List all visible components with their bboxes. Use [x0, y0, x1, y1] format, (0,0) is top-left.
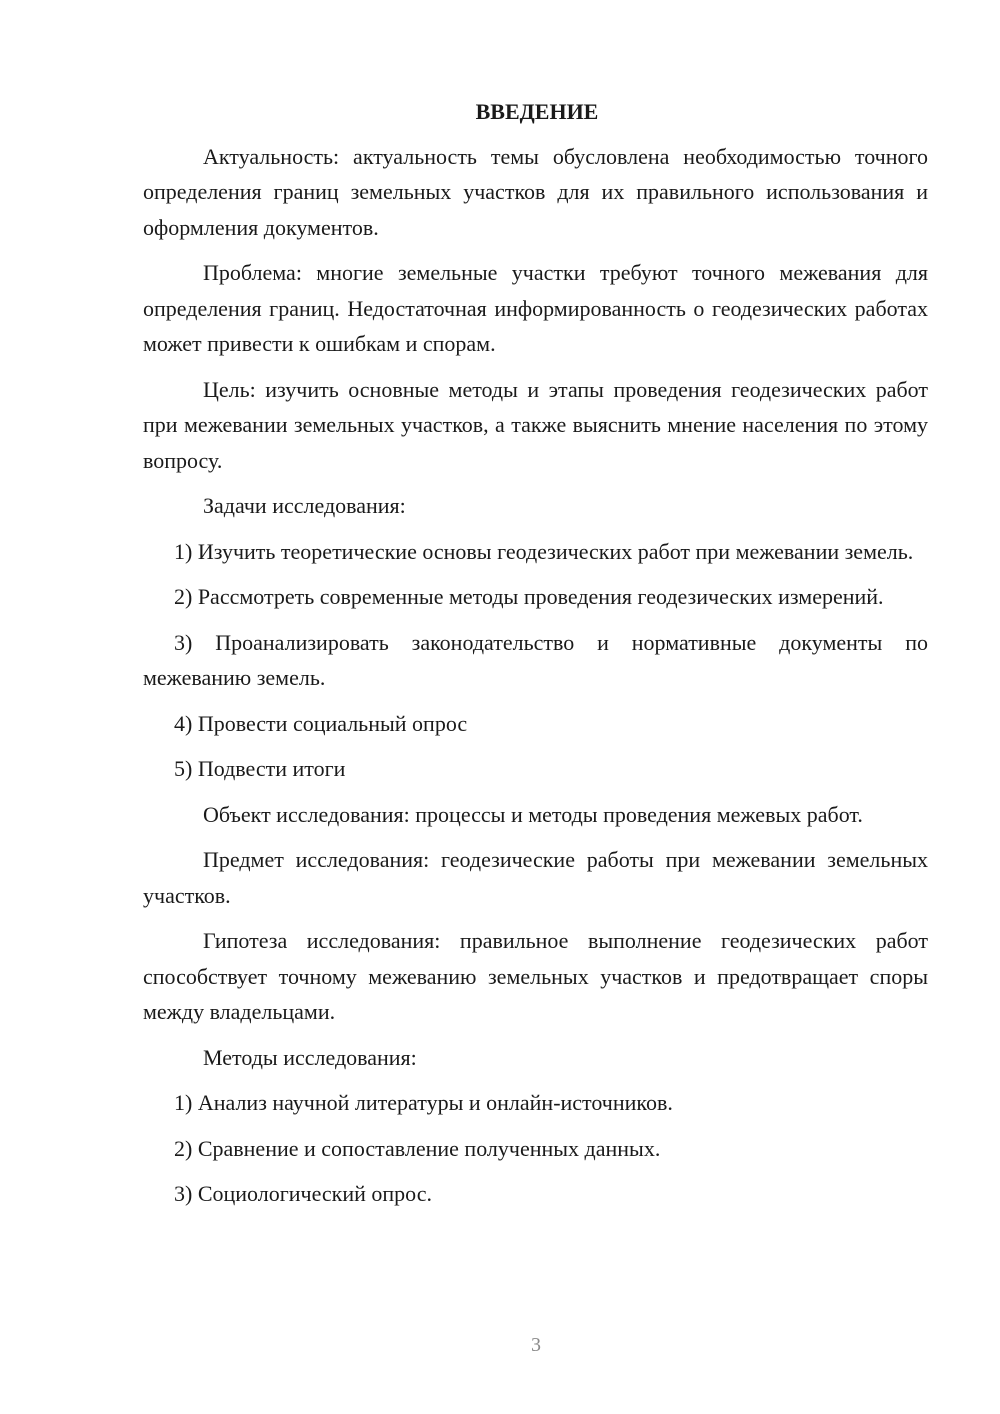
document-body: [143, 94, 928, 1222]
subject-paragraph: Предмет исследования: геодезические работы при межевании земельных участков.: [143, 847, 928, 908]
task-item: 5) Подвести итоги: [174, 756, 346, 781]
page-title: ВВЕДЕНИЕ: [475, 99, 599, 124]
method-item: 3) Социологический опрос.: [174, 1181, 432, 1206]
problem-paragraph: Проблема: многие земельные участки требуют точного межевания для определения границ. Недостаточная информированность о геодезических работах может привести к ошибкам и спорам.: [143, 260, 928, 356]
actuality-paragraph: Актуальность: актуальность темы обусловлена необходимостью точного определения границ земельных участков для их правильного использования и оформления документов.: [143, 143, 928, 240]
page-number: 3: [531, 1334, 541, 1356]
hypothesis-paragraph: Гипотеза исследования: правильное выполнение геодезических работ способствует точному межеванию земельных участков и предотвращает споры между владельцами.: [143, 928, 928, 1024]
task-item: 2) Рассмотреть современные методы проведения геодезических измерений.: [174, 584, 884, 609]
method-item: 2) Сравнение и сопоставление полученных данных.: [174, 1135, 661, 1161]
task-item: 3) Проанализировать законодательство и нормативные документы по межеванию земель.: [143, 629, 928, 690]
object-paragraph: Объект исследования: процессы и методы проведения межевых работ.: [203, 801, 863, 827]
goal-paragraph: Цель: изучить основные методы и этапы проведения геодезических работ при межевании земельных участков, а также выяснить мнение населения по этому вопросу.: [143, 376, 928, 473]
task-item: 4) Провести социальный опрос: [174, 710, 468, 736]
methods-heading: Методы исследования:: [203, 1044, 417, 1070]
tasks-heading: Задачи исследования:: [203, 493, 406, 518]
method-item: 1) Анализ научной литературы и онлайн-источников.: [174, 1090, 673, 1115]
task-item: 1) Изучить теоретические основы геодезических работ при межевании земель.: [174, 538, 914, 564]
